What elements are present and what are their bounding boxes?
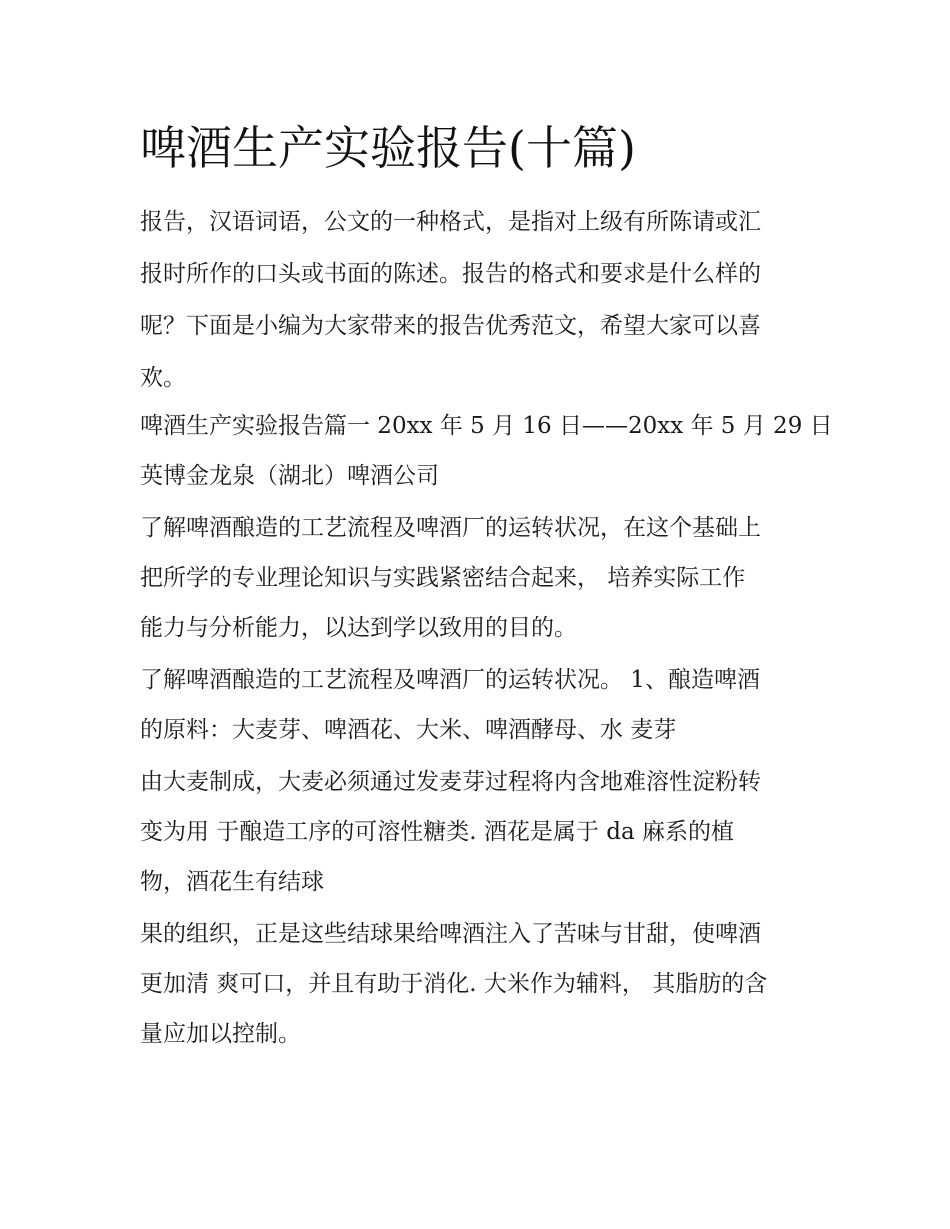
body-line: 英博金龙泉（湖北）啤酒公司 bbox=[140, 463, 439, 489]
body-line: 了解啤酒酿造的工艺流程及啤酒厂的运转状况，在这个基础上 bbox=[140, 515, 761, 541]
document-title: 啤酒生产实验报告(十篇) bbox=[140, 121, 636, 175]
body-line: 量应加以控制。 bbox=[140, 1021, 301, 1047]
body-line: 物，酒花生有结球 bbox=[140, 869, 324, 895]
body-line: 把所学的专业理论知识与实践紧密结合起来， 培养实际工作 bbox=[140, 565, 746, 591]
body-line: 欢。 bbox=[140, 365, 186, 391]
body-line: 了解啤酒酿造的工艺流程及啤酒厂的运转状况。 1、酿造啤酒 bbox=[140, 667, 760, 693]
body-line: 呢？下面是小编为大家带来的报告优秀范文，希望大家可以喜 bbox=[140, 313, 761, 339]
body-line: 的原料：大麦芽、啤酒花、大米、啤酒酵母、水 麦芽 bbox=[140, 717, 677, 743]
body-line: 果的组织，正是这些结球果给啤酒注入了苦味与甘甜，使啤酒 bbox=[140, 921, 761, 947]
body-line: 由大麦制成，大麦必须通过发麦芽过程将内含地难溶性淀粉转 bbox=[140, 769, 761, 795]
body-line: 能力与分析能力，以达到学以致用的目的。 bbox=[140, 615, 577, 641]
body-line: 报告，汉语词语，公文的一种格式，是指对上级有所陈请或汇 bbox=[140, 209, 761, 235]
body-line: 报时所作的口头或书面的陈述。报告的格式和要求是什么样的 bbox=[140, 261, 761, 287]
body-line: 变为用 于酿造工序的可溶性糖类. 酒花是属于 da 麻系的植 bbox=[140, 819, 734, 845]
body-line: 更加清 爽可口，并且有助于消化. 大米作为辅料， 其脂肪的含 bbox=[140, 971, 768, 997]
body-line: 啤酒生产实验报告篇一 20xx 年 5 月 16 日——20xx 年 5 月 29 日 bbox=[140, 413, 833, 439]
